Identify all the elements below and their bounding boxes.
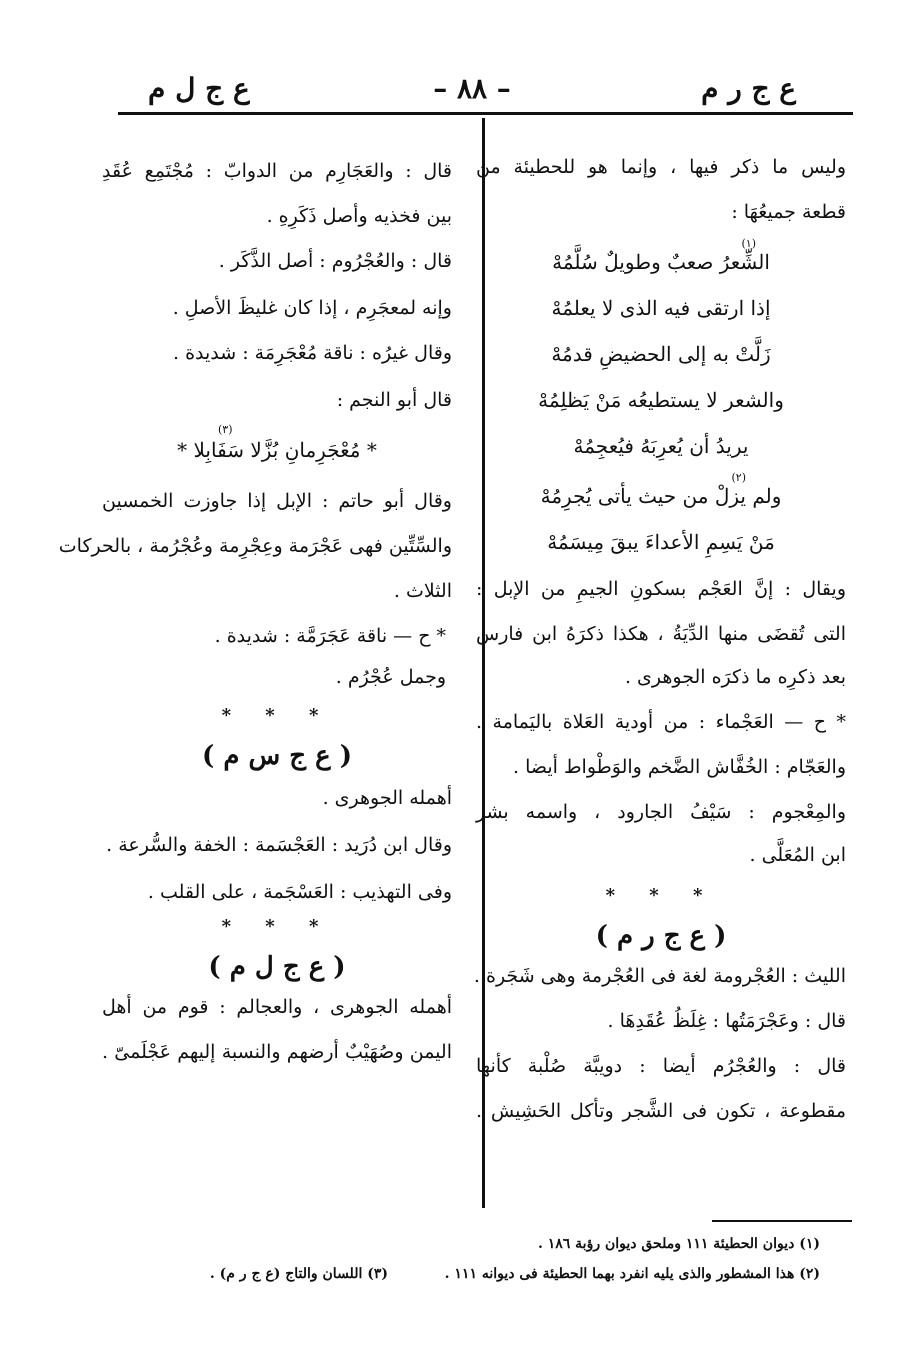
text-line: بعد ذكرِه ما ذكرَه الجوهرى . [624,666,846,688]
text-line: وقال غيرُه : ناقة مُعْجَرِمَة : شديدة . [173,342,452,364]
text-line: وقال ابن دُرَيد : العَجْسَمة : الخفة والسُّرعة . [106,834,452,856]
footnote-rule [712,1220,852,1222]
text-line: * ح — العَجْماء : من أودية العَلاة باليَمامة . [476,711,846,733]
section-separator: * * * [221,916,333,937]
text-line: الليث : العُجْرومة لغة فى العُجْرمة وهى شَجَرة . [473,965,846,987]
verse-text: * مُعْجَرِمانِ بُزَّلا سَفَابِلا * [177,438,377,462]
text-line: وفى التهذيب : العَسْجَمة ، على القلب . [147,881,452,903]
verse-line [476,471,846,508]
section-separator: * * * [221,705,333,726]
footnote-1: (١) ديوان الحطيئة ١١١ وملحق ديوان رؤبة ١٨٦ . [537,1236,820,1252]
footnote-marker: (٣) [218,423,233,436]
text-line: ويقال : إنَّ العَجْم بسكونِ الجيمِ من الإبل : [476,578,846,600]
footnote-marker: (٢) [731,471,746,484]
verse-line [102,423,452,462]
verse-text: الشِّعرُ صعبٌ وطويلٌ سُلَّمُهْ [552,250,770,274]
text-line: والسِّتِّين فهى عَجْرَمة وعِجْرِمة وعُجْرُمة ، بالحركات [58,535,452,557]
text-line: وجمل عُجْرُم . [335,666,446,688]
text-line: وقال أبو حاتم : الإبل إذا جاوزت الخمسين [102,490,452,512]
verse-text: ولم يزلْ من حيث يأتى يُجرِمُهْ [540,484,782,508]
text-line: اليمن وصُهَيْبٌ أرضهم والنسبة إليهم عَجْلَمىّ . [102,1041,452,1063]
verse-line: إذا ارتقى فيه الذى لا يعلمُهْ [551,296,771,320]
running-head-right: ع ج ر م [701,72,796,105]
section-heading: ( ع ج س م ) [202,741,352,771]
footnote-3: (٣) اللسان والتاج (ع ج ر م) . [209,1266,388,1282]
text-line: قال : وعَجْرَمَتُها : غِلَظُ عُقَدِهَا . [607,1010,846,1032]
footnote-marker: (١) [741,237,756,250]
verse-line: والشعر لا يستطيعُه مَنْ يَظلِمُهْ [538,388,784,412]
text-line: * ح — ناقة عَجَرَمَّة : شديدة . [214,625,446,647]
text-line: التى تُقضَى منها الدِّيَةُ ، هكذا ذكرَهُ ابن فارس [476,623,846,645]
section-heading: ( ع ج ل م ) [208,952,346,982]
text-line: قال : والعَجَارِم من الدوابّ : مُجْتَمِع عُقَدِ [102,160,452,182]
right-column [473,138,846,1122]
text-line: والعَجّام : الخُفَّاش الضَّخم والوَطْواط أيضا . [513,756,846,778]
verse-line: مَنْ يَسِمِ الأعداءَ يبقَ مِيسَمُهْ [547,530,775,554]
text-line: الثلاث . [393,580,452,602]
text-line: أهمله الجوهرى ، والعجالم : قوم من أهل [102,996,452,1018]
text-line: قطعة جميعُهَا : [731,201,846,223]
section-heading: ( ع ج ر م ) [595,921,727,951]
verse-line: زَلَّتْ به إلى الحضيضِ قدمُهْ [551,342,771,366]
text-line: أهمله الجوهرى . [322,787,452,809]
text-line: قال : والعُجْرُوم : أصل الذَّكَر . [218,250,452,272]
header-rule [118,112,853,115]
page-number: – ٨٨ – [433,72,511,105]
text-line: بين فخذيه وأصل ذَكَرِهِ . [266,205,452,227]
text-line: قال : والعُجْرُم أيضا : دويبَّة صُلْبة كأنها [476,1055,846,1077]
text-line: ابن المُعَلَّى . [749,844,846,866]
section-separator: * * * [605,885,717,906]
text-line: وليس ما ذكر فيها ، وإنما هو للحطيئة من [476,156,846,178]
text-line: قال أبو النجم : [336,389,452,411]
running-head-left: ع ج ل م [148,72,250,105]
verse-line: يريدُ أن يُعرِبَهُ فيُعجِمُهْ [573,434,749,458]
verse-line [476,237,846,274]
text-line: وإنه لمعجَرِم ، إذا كان غليظَ الأصلِ . [172,297,452,319]
footnote-2: (٢) هذا المشطور والذى يليه انفرد بهما الحطيئة فى ديوانه ١١١ . [444,1266,820,1282]
left-column [58,138,452,1063]
text-line: والمِعْجوم : سَيْفُ الجارود ، واسمه بشر [476,801,846,823]
text-line: مقطوعة ، تكون فى الشَّجر وتأكل الحَشِيش . [476,1100,846,1122]
